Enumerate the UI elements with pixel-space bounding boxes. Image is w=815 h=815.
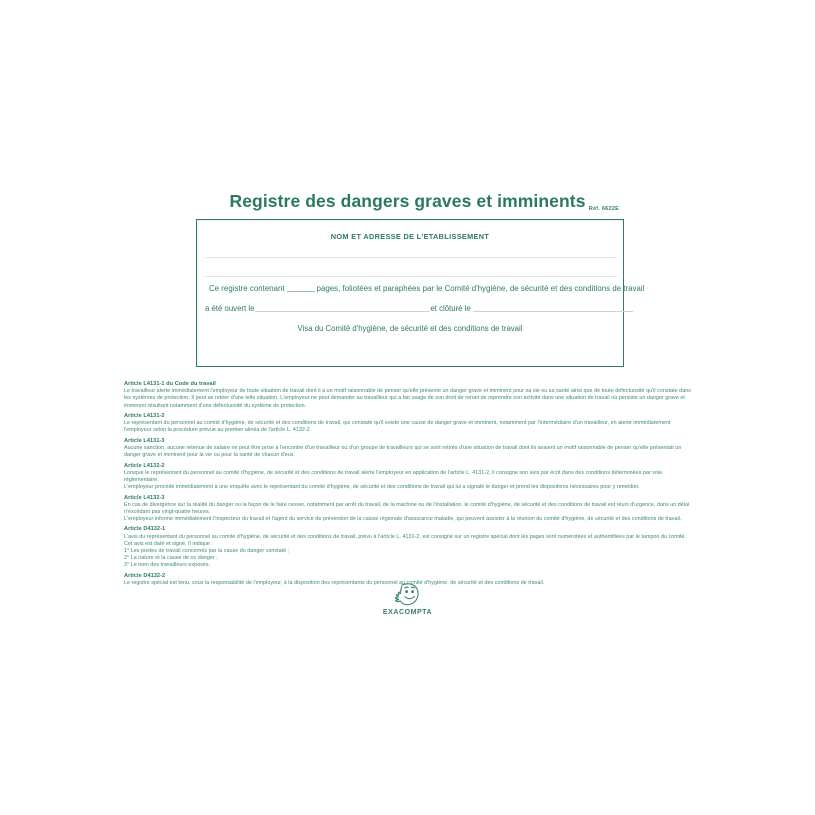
legal-articles-section [124, 381, 692, 590]
legal-article-paragraph: 3° Le nom des travailleurs exposés. [124, 562, 211, 569]
legal-article-title: Article L4131-2 [124, 412, 165, 419]
page-count-blank[interactable] [287, 291, 315, 292]
brand-name: EXACOMPTA [382, 609, 433, 616]
establishment-address-rule-2[interactable] [205, 276, 617, 277]
brand-logo [0, 582, 815, 616]
legal-article-paragraph: Le registre spécial est tenu, sous la responsabilité de l'employeur, à la disposition des représentants du personnel au comité d'hygiène, de sécurité et des conditions de travail. [124, 580, 545, 587]
legal-article-title: Article L4132-3 [124, 494, 165, 501]
legal-article-paragraph: 1° Les postes de travail concernés par la cause du danger constaté ; [124, 548, 290, 555]
opened-on-label: a été ouvert le [205, 304, 255, 313]
legal-article-paragraph: Le travailleur alerte immédiatement l'employeur de toute situation de travail dont il a un motif raisonnable de penser qu'elle présente un danger grave et imminent pour sa vie ou sa santé ainsi que de toute défectuosité qu'il constate dans les systèmes de protection. Il peut se retirer d'une telle situation. L'employeur ne peut demander au travailleur qui a fait usage de son droit de retrait de reprendre son activité dans une situation de travail où persiste un danger grave et imminent résultant notamment d'une défectuosité du système de protection. [124, 388, 691, 409]
legal-article [124, 495, 692, 524]
legal-article-body [124, 534, 692, 570]
legal-article [124, 526, 692, 569]
legal-article-paragraph: Aucune sanction, aucune retenue de salaire ne peut être prise à l'encontre d'un travailleur ou d'un groupe de travailleurs qui se sont retirés d'une situation de travail dont ils avaient un motif raisonnable de penser qu'elle présentait un danger grave et imminent pour la vie ou pour la santé de chacun d'eux. [124, 445, 682, 459]
legal-article-paragraph: 2° La nature et la cause de ce danger ; [124, 555, 218, 562]
legal-article-title: Article D4132-1 [124, 526, 166, 533]
legal-article-paragraph: Le représentant du personnel au comité d'hygiène, de sécurité et des conditions de travail, qui constate qu'il existe une cause de danger grave et imminent, notamment par l'intermédiaire d'un travailleur, en alerte immédiatement l'employeur selon la procédure prévue au premier alinéa de l'article L. 4132-2. [124, 420, 671, 434]
visa-label: Visa du Comité d'hygiène, de sécurité et des conditions de travail [297, 324, 523, 333]
legal-article-body [124, 445, 692, 459]
legal-article [124, 438, 692, 460]
legal-article-paragraph: L'employeur procède immédiatement à une enquête avec le représentant du comité d'hygiène, de sécurité et des conditions de travail qui lui a signalé le danger et prend les dispositions nécessaires pour y remédier. [124, 484, 640, 491]
legal-article-body [124, 470, 692, 491]
legal-article-title: Article D4132-2 [124, 572, 166, 579]
register-pages-statement [209, 284, 645, 293]
legal-article-title: Article L4131-1 du Code du travail [124, 381, 216, 387]
legal-article [124, 463, 692, 492]
establishment-frame [196, 219, 645, 367]
legal-article-paragraph: En cas de divergence sur la réalité du danger ou la façon de le faire cesser, notamment par arrêt du travail, de la machine ou de l'installation, le comité d'hygiène, de sécurité et des conditions de travail est réuni d'urgence, dans un délai n'excédant pas vingt-quatre heures. [124, 501, 690, 515]
legal-article-paragraph: L'avis du représentant du personnel au comité d'hygiène, de sécurité et des conditions de travail, prévu à l'article L. 4131-2, est consigné sur un registre spécial dont les pages sont numérotées et authentifiées par le tampon du comité. Cet avis est daté et signé. Il indique : [124, 533, 687, 547]
page-title: Registre des dangers graves et imminents [229, 191, 586, 211]
closed-on-label: et clôturé le [430, 304, 471, 313]
open-close-dates-line [205, 304, 617, 313]
legal-article [124, 381, 692, 410]
contenant-suffix-text: pages, foliotées et paraphées par le Comité d'hygiène, de sécurité et des conditions de travail [316, 284, 645, 293]
reference-code: Réf. 6622E [588, 206, 619, 212]
legal-article-paragraph: Lorsque le représentant du personnel au comité d'hygiène, de sécurité et des conditions de travail alerte l'employeur en application de l'article L. 4131-2, il consigne son avis par écrit dans des conditions déterminées par voie réglementaire. [124, 469, 663, 483]
legal-article-title: Article L4131-3 [124, 437, 165, 444]
legal-article-body [124, 388, 692, 409]
closed-on-blank[interactable] [473, 311, 633, 312]
legal-article [124, 413, 692, 435]
opened-on-blank[interactable] [255, 311, 430, 312]
legal-article-body [124, 502, 692, 523]
establishment-address-rule-1[interactable] [205, 257, 617, 258]
contenant-prefix-text: Ce registre contenant [209, 284, 285, 293]
smiling-face-logo-icon [393, 582, 423, 608]
legal-article-paragraph: L'employeur informe immédiatement l'inspecteur du travail et l'agent du service de prévention de la caisse régionale d'assurance maladie, qui peuvent assister à la réunion du comité d'hygiène, de sécurité et des conditions de travail. [124, 516, 682, 523]
establishment-heading: NOM ET ADRESSE DE L'ETABLISSEMENT [330, 232, 490, 241]
legal-article-title: Article L4132-2 [124, 462, 165, 469]
legal-article-body [124, 420, 692, 434]
